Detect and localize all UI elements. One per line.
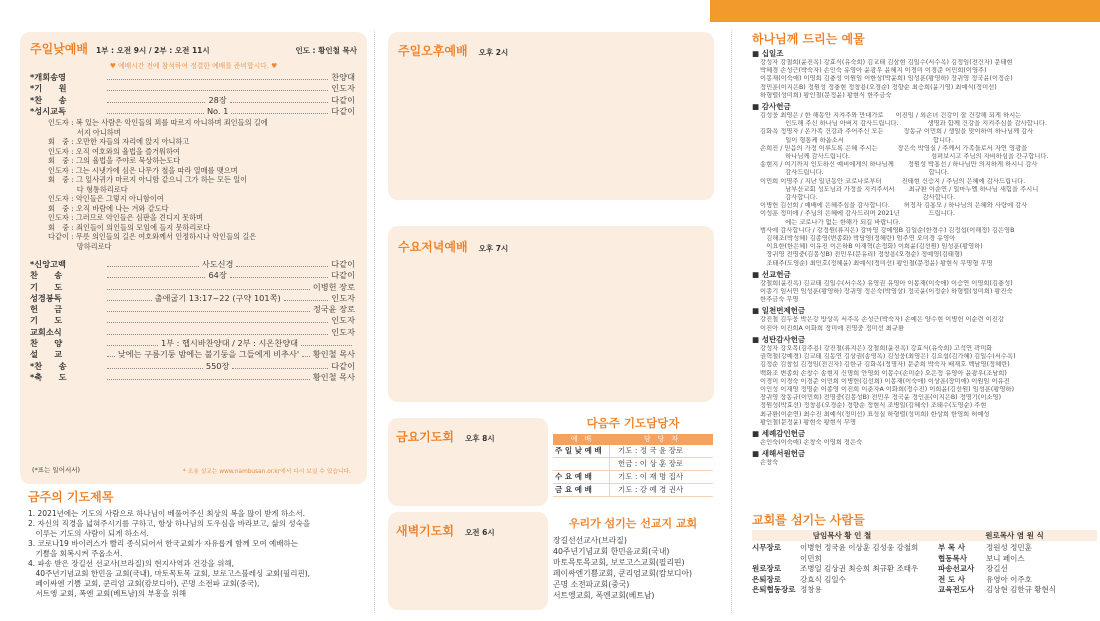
service-item <box>30 349 355 360</box>
offering-donor-line: 손창숙 <box>760 459 779 467</box>
staff-body <box>752 543 1097 596</box>
offering-category-title <box>752 335 1097 345</box>
wednesday-service-title: 수요저녁예배 <box>398 240 468 254</box>
reading-line: 인도자 : 그는 시냇가에 심은 나무가 철을 따라 열매를 맺으며 <box>48 165 238 175</box>
prayer-topic: 2. 자신의 직경을 넓혀주시기를 구하고, 항상 하나님의 도우심을 바라보고, 삶의 성숙을 <box>28 519 311 528</box>
staff-names: 유영아 이주호 <box>986 574 1032 584</box>
offering-donor-line: 강철희(윤진옥) 김교태 김일수(서수옥) 유영권 유영아 이봉재(이숙애) 이승연 이영희(김충성) <box>760 279 1013 287</box>
mission-church: 마토목토목교회, 보로고스교회(필리핀) <box>553 558 685 567</box>
service-item-person: 다같이 <box>331 259 355 269</box>
service-item <box>30 327 355 338</box>
offering-donor-line: 김성웅 최영은 / 한 해동안 지켜주와 만대가로 이진임 / 외손녀 건강이 잘 건강해 되게 하시는 <box>760 112 1022 120</box>
leader-dots <box>107 284 310 290</box>
offering-category <box>752 429 1097 447</box>
emeritus-pastor: 원로목사 염 원 식 <box>985 531 1044 540</box>
next-week-leaders-section <box>553 415 713 497</box>
mission-church: 페이싸엔기쁨교회, 쿤리엄교회(캄보디아) <box>553 569 693 578</box>
staff-header <box>752 530 1097 541</box>
staff-elders <box>752 543 932 596</box>
offering-donors <box>752 59 1097 100</box>
offering-category-title <box>752 102 1097 112</box>
offering-donor-line: 정원성(박효선) 정창용(오경순) 정향순 정현식 조병일(김혜숙) 조태수(도영순) 주현 <box>760 402 987 410</box>
leader-dots <box>107 85 328 91</box>
offering-donor-line: 남부산교회 성도님과 가정을 지켜주셔서 최규환 이순연 / 일마누엘 하나님 새힘을 주시니 <box>760 185 1039 193</box>
offering-donor-line: 에는 코로나가 없는 한해가 되길 바랍니다. <box>760 218 901 226</box>
offerings-title: 하나님께 드리는 예물 <box>752 32 865 46</box>
offering-donor-line: 강성자 강철희(윤진옥) 강효식(유숙희) 김교태 김삼현 김일수(서수옥) 김정임(전건자) 문태현 <box>760 59 1013 66</box>
offering-category <box>752 335 1097 427</box>
order-of-service-continued <box>30 259 355 383</box>
offering-category-name: 새해서원헌금 <box>761 449 806 459</box>
offering-category-title <box>752 270 1097 280</box>
service-item <box>30 304 355 315</box>
sunday-service-title: 주일낮예배 <box>30 42 88 56</box>
service-item-detail: 낮에는 구름기둥 밤에는 불기둥을 그들에게 비추사' <box>117 349 300 360</box>
offering-donor-line: 김정순 김창섭 김정임(전건자) 김한규 김화옥(정명자) 문준희 박숙자 배재호 백남영(정혜란) <box>760 361 1010 369</box>
reading-line: 인도자 : 악인들은 그렇지 아니함이여 <box>48 194 164 203</box>
next-week-service: 주 일 낮 예 배 <box>555 446 602 455</box>
leader-dots <box>107 74 328 80</box>
prayer-topics-list <box>28 509 370 599</box>
reading-line: 다 형통하리로다 <box>48 184 128 194</box>
prayer-topic: 기쁨을 회복시켜 주옵소서. <box>28 549 123 558</box>
service-item <box>30 315 355 326</box>
offering-donor-line: 범사에 감사합니다 / 강정원(류지은) 강마영 강예영B 김일순(한경수) 김정섭(이해정) 김은영B <box>760 226 1015 234</box>
offering-category-name: 감사헌금 <box>761 102 791 112</box>
offering-donor-line: 이경미 이경숙 이경준 이민희 이병헌(김선희) 이봉재(이숙애) 이상훈(장미애) 이원임 이유진 <box>760 377 1010 385</box>
next-week-person: 헌금 : 이 상 훈 장로 <box>609 458 713 470</box>
missions-title: 우리가 섬기는 선교지 교회 <box>568 517 698 530</box>
leader-dots <box>107 340 158 346</box>
sunday-service-box <box>20 32 367 484</box>
staff-names: 이병헌 정국윤 이상훈 김성웅 강철희 <box>800 543 919 552</box>
leader-dots <box>236 261 328 267</box>
service-item-label: 찬 송 <box>30 270 63 281</box>
service-item <box>30 95 355 106</box>
service-item-person: 이병헌 장로 <box>312 281 355 292</box>
dawn-prayer-time: 오전 6시 <box>465 528 495 537</box>
senior-pastor: 담임목사 황 인 철 <box>812 531 872 540</box>
reading-line: 인도자 : 그러므로 악인들은 심판을 견디지 못하며 <box>48 213 203 222</box>
offering-donors <box>752 112 1097 268</box>
staff-names: 보니 페이스 <box>986 553 1025 563</box>
leader-dots <box>107 363 203 369</box>
bullet-icon: ■ <box>752 428 762 438</box>
prayer-topic: 1. 2021년에는 기도의 사람으로 하나님이 베풀어주신 최상의 복을 많이 받게 하소서. <box>28 509 306 518</box>
standing-note: (*표는 일어서서) <box>32 466 81 474</box>
offering-category-title <box>752 306 1097 316</box>
dawn-prayer-title: 새벽기도회 <box>396 524 454 538</box>
staff-title: 교회를 섬기는 사람들 <box>752 513 865 527</box>
service-item-label: *찬 송 <box>30 94 67 105</box>
offering-donor-line: 백화조 변종희 손창수 송현지 신명희 안영희 이봉수(손미순) 오은정 유영아 윤광우(조남희) <box>760 369 1007 377</box>
next-week-service <box>553 458 609 470</box>
leader-dots <box>107 317 328 323</box>
service-item-detail: 사도신경 <box>201 259 234 269</box>
top-bar <box>0 0 1100 22</box>
leader-dots <box>107 351 115 357</box>
offering-category-title <box>752 429 1097 439</box>
service-item-label: *신앙고백 <box>30 259 66 269</box>
mission-church: 40주년기념교회 한민음교회(국내) <box>553 547 670 556</box>
bullet-icon: ■ <box>752 269 762 279</box>
leader-dots <box>107 295 152 301</box>
offering-donor-line: 이인성 이재영 정명순 이종영 이진희 이춘자A 이화희(정수진) 이희윤(김선원) 임성훈(황영하) <box>760 385 1015 393</box>
staff-role: 파송선교사 <box>938 564 975 573</box>
offering-donor-line: 최규환(이순연) 최수진 최예식(정미선) 표성실 하형렬(성미희) 한상희 한영희 허예성 <box>760 410 990 418</box>
offering-donor-line: 하나님께 감사드립니다. 섬펴보시고 주님의 자비하심을 간구합니다. <box>760 153 1049 161</box>
offering-category <box>752 306 1097 332</box>
staff-row <box>752 554 932 565</box>
leader-dots <box>107 329 328 335</box>
staff-role: 전 도 사 <box>938 574 965 584</box>
offering-donor-line: 강성자 강오목(김주용) 강진철(류지은) 강철희(윤진옥) 강효식(유숙희) 고석연 곽미화 <box>760 344 993 352</box>
offering-donor-line: 김해조(박성혜) 김종영(변종화) 박당영(정혜란) 엄주연 오미경 유영아 <box>760 235 956 243</box>
service-item <box>30 259 355 270</box>
offering-category-name: 세례감인헌금 <box>761 428 806 438</box>
staff-names: 정창용 <box>800 585 822 594</box>
sunday-motto: ♥ 예배시간 전에 참석하여 정결한 예배를 준비합시다. ♥ <box>109 62 278 70</box>
afternoon-service-box <box>388 32 714 200</box>
reading-line: 회 중 : 그 잎사귀가 마르지 아니함 같으니 그가 하는 모든 일이 <box>48 175 248 184</box>
staff-row <box>938 554 1097 565</box>
service-item-detail: No. 1 <box>206 105 229 116</box>
leader-dots <box>107 272 205 278</box>
service-item <box>30 270 355 281</box>
offering-donor-line: 황인철(문정윤) 황현숙 황현식 무명 <box>760 418 857 426</box>
offering-donor-line: 이진아 이진희A 이화희 정미애 진명중 정미선 최규환 <box>760 324 905 332</box>
staff-role: 부 목 사 <box>938 543 965 552</box>
missions-list <box>553 535 713 601</box>
bullet-icon: ■ <box>752 306 762 316</box>
service-item-person: 찬양대 <box>331 72 355 82</box>
offering-category-name: 십일조 <box>761 49 784 58</box>
service-item <box>30 106 355 117</box>
offering-donor-line: 이요한(한은혜) 이유진 이은하B 이재혁(손정화) 이희윤(김선원) 임성훈(황영하) <box>760 243 983 251</box>
service-item-label: *축 도 <box>30 371 67 382</box>
staff-row <box>752 585 932 596</box>
offering-donors <box>752 439 1097 447</box>
service-item <box>30 282 355 293</box>
staff-row <box>752 543 932 554</box>
offering-donors <box>752 316 1097 332</box>
service-item-person: 다같이 <box>331 360 355 371</box>
bullet-icon: ■ <box>752 102 762 112</box>
column-divider <box>374 30 375 613</box>
offerings-list <box>752 49 1097 467</box>
afternoon-service-title: 주일오후예배 <box>398 44 468 58</box>
offering-donor-line: 이봉재(이숙애) 이영희 김충성 이원임 이한상(박윤희) 임성훈(황영하) 장귀영 정국윤(이정순) <box>760 75 1013 83</box>
reading-line: 서지 아니하며 <box>48 127 121 137</box>
service-item <box>30 83 355 94</box>
service-item-person: 인도자 <box>331 292 356 303</box>
service-item-detail: 550장 <box>205 360 230 371</box>
order-of-service <box>30 72 355 117</box>
sunday-service-leader: 인도 : 황인철 목사 <box>295 46 357 55</box>
next-week-title: 다음주 기도담당자 <box>586 416 680 430</box>
leader-dots <box>107 97 205 103</box>
staff-role: 원로장로 <box>752 564 781 573</box>
offering-category-title <box>752 49 1097 59</box>
offering-donor-line: 일이 형통케 하옵소서 합니다. <box>760 136 954 144</box>
staff-names: 강효식 김일수 <box>800 574 846 584</box>
service-item-label: 헌 금 <box>30 304 63 315</box>
offering-category-name: 선교헌금 <box>761 269 791 279</box>
offering-donor-line: 이종기 임서연 임성훈(황영하) 장귀영 정은숙(박영상) 정국윤(이정순) 하형렬(성미희) 황진숙 <box>760 288 1013 296</box>
staff-row <box>752 564 932 575</box>
service-item-label: 교회소식 <box>30 326 62 337</box>
sunday-service-time: 1부 : 오전 9시 / 2부 : 오전 11시 <box>95 46 210 55</box>
staff-names: 조병일 김상권 최승희 최규환 조태우 <box>800 564 919 573</box>
staff-names: 장길선 <box>986 564 1008 573</box>
offering-donor-line: 강진철 김두웅 박은강 방상옥 서주옥 손성근(박숙자) 손예은 양수현 이병헌 이순련 이진강 <box>760 316 1004 324</box>
staff-section <box>752 511 1097 596</box>
mission-church: 곤명 소전파교회(중국) <box>553 580 630 589</box>
service-item-detail: 1부 : 헵시바찬양대 / 2부 : 시온찬양대 <box>160 338 299 349</box>
staff-role: 협동목사 <box>938 553 967 563</box>
offering-donor-line: 박혜경 손성근(박숙자) 손인숙 유영아 윤광우 윤혜지 이경미 이경준 이민희(이영주) <box>760 67 987 75</box>
wednesday-service-time: 오후 7시 <box>478 244 509 253</box>
reading-line: 인도자 : 오직 여호와의 율법을 즐거워하여 <box>48 146 180 156</box>
prayer-topic: 4. 파송 받은 장길선 선교사(브라질)의 현지사역과 건강을 위해, <box>28 559 234 568</box>
column-divider <box>731 30 732 613</box>
offering-donor-line: 손인숙(이숙애) 손창숙 이영희 정은숙 <box>760 438 863 446</box>
offering-donors <box>752 459 1097 467</box>
bullet-icon: ■ <box>752 49 762 58</box>
reading-line: 회 중 : 그의 율법을 주야로 묵상하는도다 <box>48 156 181 165</box>
next-week-table-header <box>553 434 713 445</box>
staff-names: 이민희 <box>800 553 822 563</box>
friday-prayer-box <box>388 418 548 506</box>
offering-donor-line: 정민훈(이지은B) 정원성 정충현 정창용(오경순) 정향순 최승희(윤기영) 최예식(정미선) <box>760 83 997 91</box>
service-item-label: *찬 송 <box>30 360 67 371</box>
prayer-topic: 40주년기념교회 한민음 교회(국내), 마토목토목 교회, 보로고스블레싱 교회(필리핀), <box>28 569 311 578</box>
offering-category <box>752 102 1097 268</box>
staff-role: 교육전도사 <box>938 585 975 594</box>
offering-donor-line: 한주금숙 무명 <box>760 296 799 304</box>
service-item <box>30 72 355 83</box>
responsive-reading <box>34 118 355 251</box>
offering-donor-line: 하형렬(성미희) 황인철(문정윤) 황현식 한주금숙 <box>760 91 892 99</box>
offering-donor-line: 김화옥 정명자 / 온가족 건강과 주어주신 모든 장동규 이민희 / 생일을 맞이하여 하나님께 감사 <box>760 128 1034 136</box>
service-item-label: 기 도 <box>30 315 63 326</box>
next-week-person: 기도 : 정 국 윤 장로 <box>609 445 713 457</box>
offering-donor-line: 감사합니다. 감사합니다. <box>760 194 955 202</box>
service-item-person: 다같이 <box>331 94 355 105</box>
leader-dots <box>107 261 199 267</box>
offering-category <box>752 449 1097 467</box>
friday-prayer-title: 금요기도회 <box>396 430 454 444</box>
service-item-label: *성시교독 <box>30 105 66 116</box>
reading-line: 회 중 : 죄인들이 의인들의 모임에 들지 못하리로다 <box>48 222 211 232</box>
offering-donor-line: 송현지 / 여기까지 인도하신 예비에게의 하나님께 정원성 박홍선 / 하나님만 의지하게 하시니 감사 <box>760 161 1038 169</box>
leader-dots <box>301 340 352 346</box>
offerings-section <box>752 30 1097 467</box>
friday-prayer-time: 오후 8시 <box>465 434 495 443</box>
offering-category-name: 일천번제헌금 <box>761 306 806 316</box>
service-item <box>30 372 355 383</box>
next-week-service: 수 요 예 배 <box>555 472 592 481</box>
staff-role: 시무장로 <box>752 543 781 552</box>
offering-donor-line: 감사드립니다. 합니다. <box>760 169 949 177</box>
offering-donor-line: 이성훈 정미애 / 주님의 은혜에 감사드리며 2021년 드립니다. <box>760 210 955 218</box>
reading-line: 회 중 : 오만한 자들의 자리에 앉지 아니하고 <box>48 137 190 146</box>
staff-row <box>938 564 1097 575</box>
service-item-label: *개회송영 <box>30 72 66 82</box>
wednesday-service-box <box>388 226 714 402</box>
reading-line: 다같이 : 무릇 의인들의 길은 여호와께서 인정하시나 악인들의 길은 <box>48 232 257 241</box>
service-item <box>30 361 355 372</box>
prayer-topic: 서트엥 교회, 폭엔 교회(베트남)의 부흥을 위해 <box>28 589 187 598</box>
offering-donor-line: 이민희 이명주 / 지난 일년동안 코로나로부터 진태현 신승지 / 주님의 은혜에 감사드립니다. <box>760 177 1026 185</box>
mission-church: 서트엥교회, 폭엔교회(베트남) <box>553 591 655 600</box>
leader-dots <box>231 108 328 114</box>
offering-donors <box>752 280 1097 305</box>
staff-ministers <box>932 543 1097 596</box>
leader-dots <box>107 306 310 312</box>
service-item-person: 인도자 <box>331 83 355 94</box>
next-week-row <box>553 445 713 458</box>
offering-category-name: 성탄감사헌금 <box>761 334 806 344</box>
service-item-label: 성경봉독 <box>30 292 62 303</box>
next-week-row <box>553 484 713 497</box>
leader-dots <box>232 363 328 369</box>
offering-donor-line: 권혁철(강예경) 김교태 김동연 김상권(송영옥) 김성웅(최영은) 김요섭(김가혜) 김일수(서수옥) <box>760 353 1016 361</box>
staff-role <box>752 554 800 565</box>
next-week-service: 금 요 예 배 <box>555 485 592 494</box>
service-item-detail: 28장 <box>208 94 227 105</box>
leader-dots <box>107 374 310 380</box>
service-item-person: 황인철 목사 <box>312 349 356 360</box>
service-item-person: 황인철 목사 <box>312 371 355 382</box>
header-service: 예 배 <box>570 435 592 443</box>
next-week-person: 기도 : 이 재 명 집사 <box>609 471 713 483</box>
staff-row <box>938 575 1097 586</box>
service-item <box>30 338 355 349</box>
offering-donor-line: 장귀영 전명중(김봉성B) 전민우(문유리) 정창용(오경순) 정예영(김태형) <box>760 251 963 259</box>
service-item-label: 찬 양 <box>30 338 63 349</box>
staff-names: 정원성 정민훈 <box>986 543 1032 552</box>
offering-donor-line: 인도해 주신 하나님 아버지 감사드립니다. 생명과 함께 건강을 지켜주심을 감사합니다. <box>760 120 1047 128</box>
next-week-row <box>553 471 713 484</box>
leader-dots <box>230 272 328 278</box>
staff-row <box>752 575 932 586</box>
staff-role: 은퇴장로 <box>752 574 781 584</box>
next-week-table <box>553 445 713 497</box>
leader-dots <box>284 295 329 301</box>
offering-donor-line: 이병헌 김선희 / 예배에 은혜주심을 감사합니다. 허정자 김홍모 / 하나님의 은혜와 사랑에 감사 <box>760 202 1028 210</box>
leader-dots <box>107 108 204 114</box>
staff-names: 김상현 김한규 황현식 <box>986 585 1056 594</box>
service-item-label: *기 원 <box>30 83 67 94</box>
service-item-detail: 출애굽기 13:17~22 (구약 101쪽) <box>154 292 281 303</box>
service-item-detail: 64장 <box>208 270 227 281</box>
offering-donor-line: 손희진 / 믿음의 가정 이루도록 은혜 주시는 장은숙 박영실 / 주께서 가족들로서 자연 영광을 <box>760 144 1028 152</box>
service-item-label: 설 교 <box>30 349 63 360</box>
service-item <box>30 293 355 304</box>
staff-row <box>938 543 1097 554</box>
missions-section <box>553 515 713 601</box>
offering-donors <box>752 345 1097 427</box>
service-item-person: 정국윤 장로 <box>312 304 355 315</box>
orange-header-strip <box>710 0 1100 22</box>
mission-church: 장길선선교사(브라질) <box>553 536 627 545</box>
sermon-online-note: * 조용 설교는 www.nambusan.or.kr에서 다시 보실 수 있습니다. <box>182 469 351 475</box>
reading-line: 망하리로다 <box>48 241 112 251</box>
header-person: 담 당 자 <box>643 435 679 443</box>
bullet-icon: ■ <box>752 334 762 344</box>
prayer-topic: 페이싸엔 기쁨 교회, 쿤리엄 교회(캄보디아), 곤명 소전파 교회(중국), <box>28 579 260 588</box>
next-week-row <box>553 458 713 471</box>
service-item-person: 다같이 <box>331 105 356 116</box>
bullet-icon: ■ <box>752 449 762 459</box>
service-item-person: 인도자 <box>331 326 355 337</box>
reading-line: 회 중 : 오직 바람에 나는 겨와 같도다 <box>48 203 169 213</box>
service-item-label: 기 도 <box>30 281 63 292</box>
prayer-topic: 3. 코로나19 바이러스가 빨리 종식되어서 한국교회가 자유롭게 함께 모여 예배하는 <box>28 539 298 548</box>
offering-category-title <box>752 449 1097 459</box>
offering-category <box>752 49 1097 100</box>
dawn-prayer-box <box>388 512 548 610</box>
reading-line: 인도자 : 복 있는 사람은 악인들의 꾀를 따르지 아니하며 죄인들의 길에 <box>48 118 268 127</box>
service-item-person: 다같이 <box>331 270 355 281</box>
staff-row <box>938 585 1097 596</box>
offering-donor-line: 조태주(도영순) 최민호(정혜윤) 최예식(정미선) 황인철(문정윤) 황현식 무명형 무명 <box>760 259 993 267</box>
leader-dots <box>230 97 328 103</box>
staff-role: 은퇴협동장로 <box>752 585 796 594</box>
afternoon-service-time: 오후 2시 <box>478 48 509 57</box>
prayer-topics-section <box>28 488 370 599</box>
leader-dots <box>302 351 310 357</box>
offering-donor-line: 장귀영 장동규(이민희) 전명중(김봉성B) 전민우 정국윤 정인훈(이지은B) 정명기(이소영) <box>760 394 1002 402</box>
offering-category <box>752 270 1097 305</box>
prayer-topic: 이루는 기도의 사람이 되게 하소서. <box>28 529 149 538</box>
service-item-person: 인도자 <box>331 315 355 326</box>
prayer-topics-title: 금주의 기도제목 <box>28 490 114 504</box>
next-week-person: 기도 : 강 예 경 권사 <box>609 484 713 496</box>
